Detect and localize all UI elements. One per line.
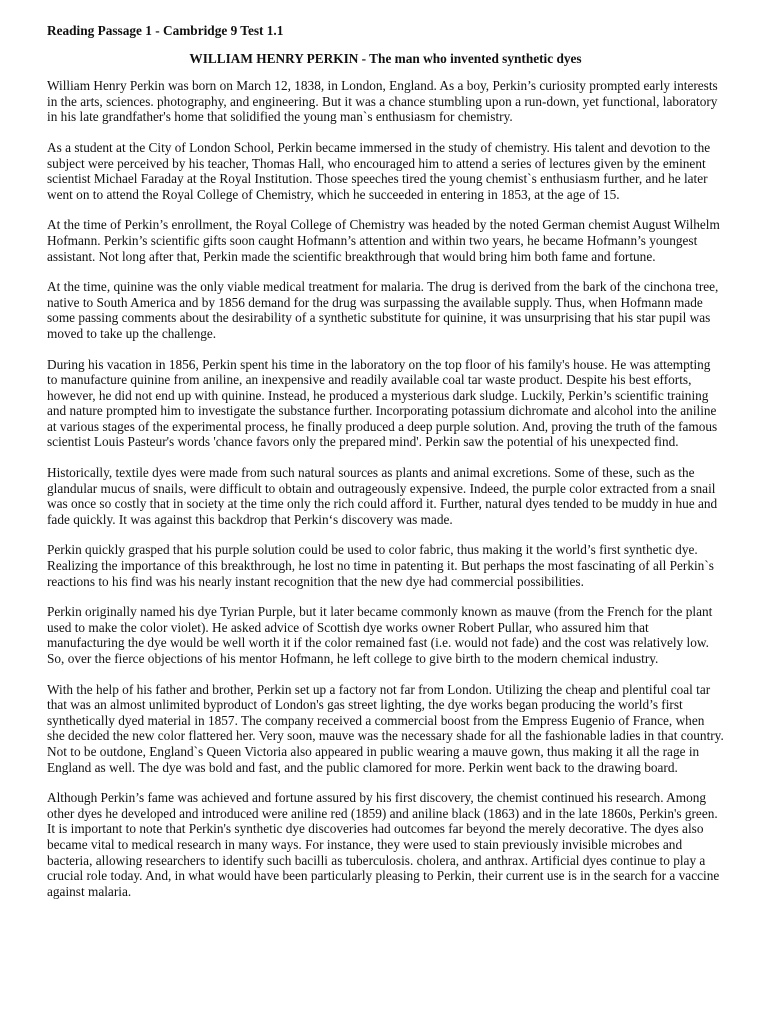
passage-header: Reading Passage 1 - Cambridge 9 Test 1.1 [47,23,284,38]
paragraph-2: As a student at the City of London School, Perkin became immersed in the study of chemistry. His talent and devotion to the subject were perceived by his teacher, Thomas Hall, who encouraged him to attend a series of lectures given by the eminent scientist Michael Faraday at the Royal Institution. Those speeches tired the young chemist`s enthusiasm further, and he later went on to attend the Royal College of Chemistry, which he succeeded in entering in 1853, at the age of 15. [47,139,711,202]
paragraph-6: Historically, textile dyes were made from such natural sources as plants and animal excretions. Some of these, such as the glandular mucus of snails, were difficult to obtain and outrageously expensive. Indeed, the purple color extracted from a snail was once so costly that in society at the time only the rich could afford it. Further, natural dyes tended to be muddy in hue and fade quickly. It was against this backdrop that Perkin‘s discovery was made. [47,465,718,527]
paragraph-1: William Henry Perkin was born on March 12, 1838, in London, England. As a boy, Perkin’s curiosity prompted early interests in the arts, sciences. photography, and engineering. But it was a chance stumbling upon a run-down, yet functional, laboratory in his late grandfather's home that solidified the young man`s enthusiasm for chemistry. [47,78,718,125]
paragraph-7: Perkin quickly grasped that his purple solution could be used to color fabric, thus making it the world’s first synthetic dye. Realizing the importance of this breakthrough, he lost no time in patenting it. But perhaps the most fascinating of all Perkin`s reactions to his find was his nearly instant recognition that the new dye had commercial possibilities. [47,542,714,589]
paragraph-5: During his vacation in 1856, Perkin spent his time in the laboratory on the top floor of his family's house. He was attempting to manufacture quinine from aniline, an inexpensive and readily available coal tar waste product. Despite his best efforts, however, he did not end up with quinine. Instead, he produced a mysterious dark sludge. Luckily, Perkin’s scientific training and nature prompted him to investigate the substance further. Incorporating potassium dichromate and alcohol into the aniline at various stages of the experimental process, he finally produced a deep purple solution. And, proving the truth of the famous scientist Louis Pasteur's words 'chance favors only the prepared mind'. Perkin saw the potential of his unexpected find. [47,356,718,450]
article-title: WILLIAM HENRY PERKIN - The man who invented synthetic dyes [189,50,582,66]
paragraph-3: At the time of Perkin’s enrollment, the Royal College of Chemistry was headed by the noted German chemist August Wilhelm Hofmann. Perkin’s scientific gifts soon caught Hofmann’s attention and within two years, he became Hofmann’s youngest assistant. Not long after that, Perkin made the scientific breakthrough that would bring him both fame and fortune. [47,217,720,264]
paragraph-8: Perkin originally named his dye Tyrian Purple, but it later became commonly known as mauve (from the French for the plant used to make the color violet). He asked advice of Scottish dye works owner Robert Pullar, who assured him that manufacturing the dye would be well worth it if the color remained fast (i.e. would not fade) and the cost was relatively low. So, over the fierce objections of his mentor Hofmann, he left college to give birth to the modern chemical industry. [47,604,713,666]
paragraph-9: With the help of his father and brother, Perkin set up a factory not far from London. Utilizing the cheap and plentiful coal tar that was an almost unlimited byproduct of London's gas street lighting, the dye works began producing the world’s first synthetically dyed material in 1857. The company received a commercial boost from the Empress Eugenio of France, when she decided the new color flattered her. Very soon, mauve was the necessary shade for all the fashionable ladies in that country. Not to be outdone, England`s Queen Victoria also appeared in public wearing a mauve gown, thus making it all the rage in England as well. The dye was bold and fast, and the public clamored for more. Perkin went back to the drawing board. [47,681,724,775]
paragraph-4: At the time, quinine was the only viable medical treatment for malaria. The drug is derived from the bark of the cinchona tree, native to South America and by 1856 demand for the drug was surpassing the available supply. Thus, when Hofmann made some passing comments about the desirability of a synthetic substitute for quinine, it was unsurprising that his star pupil was moved to take up the challenge. [47,279,719,341]
paragraph-10: Although Perkin’s fame was achieved and fortune assured by his first discovery, the chemist continued his research. Among other dyes he developed and introduced were aniline red (1859) and aniline black (1863) and in the late 1860s, Perkin's green. It is important to note that Perkin's synthetic dye discoveries had outcomes far beyond the merely decorative. The dyes also became vital to medical research in many ways. For instance, they were used to stain previously invisible microbes and bacteria, allowing researchers to identify such bacilli as tuberculosis. cholera, and anthrax. Artificial dyes continue to play a crucial role today. And, in what would have been particularly pleasing to Perkin, their current use is in the search for a vaccine against malaria. [47,790,720,899]
